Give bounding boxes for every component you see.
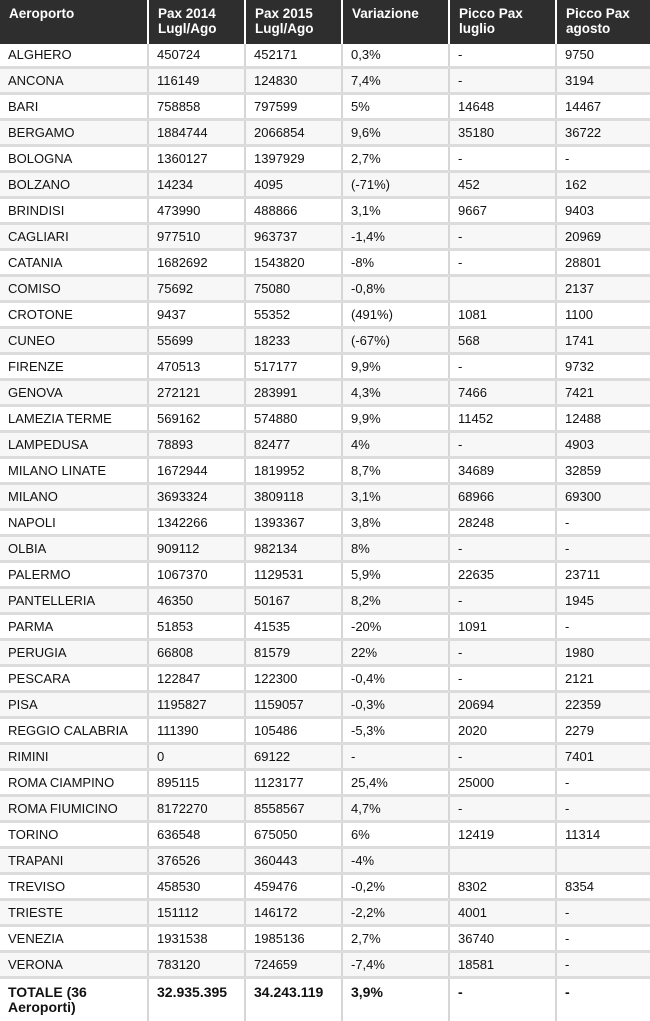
cell-airport: ALGHERO [0, 44, 148, 68]
cell-pax-2014: 458530 [148, 874, 245, 900]
cell-pax-2014: 122847 [148, 666, 245, 692]
cell-peak-august: 8354 [556, 874, 650, 900]
table-row [0, 952, 650, 978]
cell-pax-2014: 758858 [148, 94, 245, 120]
cell-airport: PISA [0, 692, 148, 718]
table-row [0, 822, 650, 848]
cell-airport: CAGLIARI [0, 224, 148, 250]
cell-airport: CROTONE [0, 302, 148, 328]
cell-peak-july [449, 276, 556, 302]
table-row [0, 380, 650, 406]
cell-pax-2015: 1819952 [245, 458, 342, 484]
cell-pax-2015: 1397929 [245, 146, 342, 172]
cell-pax-2014: 376526 [148, 848, 245, 874]
cell-airport: CUNEO [0, 328, 148, 354]
cell-peak-august: 2137 [556, 276, 650, 302]
cell-airport: PERUGIA [0, 640, 148, 666]
cell-airport: BOLOGNA [0, 146, 148, 172]
cell-variation: 6% [342, 822, 449, 848]
cell-pax-2014: 473990 [148, 198, 245, 224]
table-row [0, 848, 650, 874]
cell-pax-2015: 1129531 [245, 562, 342, 588]
cell-airport: ANCONA [0, 68, 148, 94]
cell-variation: (-67%) [342, 328, 449, 354]
header-pax-2014: Pax 2014 Lugl/Ago [148, 0, 245, 44]
cell-peak-july: 34689 [449, 458, 556, 484]
cell-peak-august: 22359 [556, 692, 650, 718]
cell-peak-august: - [556, 536, 650, 562]
cell-pax-2014: 1342266 [148, 510, 245, 536]
table-row [0, 588, 650, 614]
cell-variation: -0,4% [342, 666, 449, 692]
cell-variation: -0,2% [342, 874, 449, 900]
table-row [0, 614, 650, 640]
cell-variation: 4% [342, 432, 449, 458]
cell-peak-july: 36740 [449, 926, 556, 952]
cell-peak-july: - [449, 744, 556, 770]
cell-pax-2015: 488866 [245, 198, 342, 224]
cell-peak-august: 1100 [556, 302, 650, 328]
cell-peak-august: - [556, 952, 650, 978]
cell-pax-2014: 1195827 [148, 692, 245, 718]
cell-airport: GENOVA [0, 380, 148, 406]
cell-pax-2015: 982134 [245, 536, 342, 562]
cell-variation: -0,3% [342, 692, 449, 718]
cell-peak-july: 7466 [449, 380, 556, 406]
cell-peak-july: - [449, 796, 556, 822]
cell-peak-august: 9732 [556, 354, 650, 380]
cell-peak-july: 35180 [449, 120, 556, 146]
total-pax-2014: 32.935.395 [148, 978, 245, 1021]
cell-pax-2015: 517177 [245, 354, 342, 380]
cell-pax-2014: 1931538 [148, 926, 245, 952]
cell-pax-2015: 81579 [245, 640, 342, 666]
cell-pax-2014: 66808 [148, 640, 245, 666]
cell-variation: 9,9% [342, 406, 449, 432]
cell-airport: LAMEZIA TERME [0, 406, 148, 432]
cell-airport: BERGAMO [0, 120, 148, 146]
cell-peak-august: 2121 [556, 666, 650, 692]
cell-variation: 8% [342, 536, 449, 562]
cell-peak-july: 25000 [449, 770, 556, 796]
cell-pax-2014: 1672944 [148, 458, 245, 484]
cell-airport: TRAPANI [0, 848, 148, 874]
cell-peak-july: - [449, 250, 556, 276]
cell-pax-2014: 909112 [148, 536, 245, 562]
cell-peak-july: 1081 [449, 302, 556, 328]
cell-variation: (-71%) [342, 172, 449, 198]
cell-pax-2015: 146172 [245, 900, 342, 926]
cell-peak-july: 2020 [449, 718, 556, 744]
cell-variation: 2,7% [342, 926, 449, 952]
header-row [0, 0, 650, 44]
cell-pax-2015: 3809118 [245, 484, 342, 510]
cell-pax-2015: 75080 [245, 276, 342, 302]
table-row [0, 94, 650, 120]
cell-airport: MILANO LINATE [0, 458, 148, 484]
cell-peak-august: 1945 [556, 588, 650, 614]
cell-peak-august: 1741 [556, 328, 650, 354]
cell-pax-2015: 675050 [245, 822, 342, 848]
cell-peak-july: - [449, 640, 556, 666]
cell-pax-2014: 9437 [148, 302, 245, 328]
total-peak-july: - [449, 978, 556, 1021]
cell-pax-2014: 450724 [148, 44, 245, 68]
cell-pax-2014: 636548 [148, 822, 245, 848]
cell-peak-july: - [449, 354, 556, 380]
cell-pax-2015: 1543820 [245, 250, 342, 276]
cell-variation: - [342, 744, 449, 770]
cell-peak-august: 23711 [556, 562, 650, 588]
table-row [0, 744, 650, 770]
cell-variation: 3,1% [342, 198, 449, 224]
cell-peak-august: 69300 [556, 484, 650, 510]
cell-peak-august: 14467 [556, 94, 650, 120]
cell-airport: FIRENZE [0, 354, 148, 380]
cell-peak-july: - [449, 146, 556, 172]
cell-peak-august: - [556, 770, 650, 796]
cell-peak-august: 1980 [556, 640, 650, 666]
cell-variation: 7,4% [342, 68, 449, 94]
table-row [0, 874, 650, 900]
total-label: TOTALE (36 Aeroporti) [0, 978, 148, 1021]
cell-peak-august: 7401 [556, 744, 650, 770]
cell-pax-2014: 111390 [148, 718, 245, 744]
cell-peak-july: - [449, 536, 556, 562]
total-variation: 3,9% [342, 978, 449, 1021]
cell-variation: 4,7% [342, 796, 449, 822]
cell-airport: PANTELLERIA [0, 588, 148, 614]
cell-pax-2015: 41535 [245, 614, 342, 640]
cell-pax-2015: 963737 [245, 224, 342, 250]
cell-variation: -20% [342, 614, 449, 640]
total-peak-august: - [565, 984, 570, 1000]
table-row [0, 666, 650, 692]
cell-airport: BOLZANO [0, 172, 148, 198]
cell-peak-july: 68966 [449, 484, 556, 510]
cell-peak-july: 14648 [449, 94, 556, 120]
cell-pax-2015: 1123177 [245, 770, 342, 796]
cell-variation: -0,8% [342, 276, 449, 302]
table-row [0, 900, 650, 926]
cell-variation: (491%) [342, 302, 449, 328]
cell-pax-2015: 82477 [245, 432, 342, 458]
cell-variation: -2,2% [342, 900, 449, 926]
cell-airport: RIMINI [0, 744, 148, 770]
cell-peak-july: 11452 [449, 406, 556, 432]
header-peak-august: Picco Pax agosto [556, 0, 650, 44]
cell-airport: TREVISO [0, 874, 148, 900]
cell-airport: PARMA [0, 614, 148, 640]
table-footer [0, 978, 650, 1021]
cell-airport: COMISO [0, 276, 148, 302]
table-row [0, 328, 650, 354]
cell-pax-2015: 797599 [245, 94, 342, 120]
cell-peak-july: - [449, 224, 556, 250]
cell-pax-2015: 459476 [245, 874, 342, 900]
cell-variation: -8% [342, 250, 449, 276]
cell-variation: 9,9% [342, 354, 449, 380]
cell-peak-august: - [556, 510, 650, 536]
cell-peak-august: 11314 [556, 822, 650, 848]
cell-peak-august: 20969 [556, 224, 650, 250]
table-row [0, 250, 650, 276]
cell-pax-2015: 724659 [245, 952, 342, 978]
cell-variation: -7,4% [342, 952, 449, 978]
table-row [0, 302, 650, 328]
table-row [0, 562, 650, 588]
cell-airport: BRINDISI [0, 198, 148, 224]
cell-airport: VERONA [0, 952, 148, 978]
cell-peak-july: - [449, 666, 556, 692]
table-row [0, 406, 650, 432]
table-row [0, 432, 650, 458]
cell-pax-2015: 360443 [245, 848, 342, 874]
cell-peak-july: - [449, 432, 556, 458]
cell-peak-august: 9750 [556, 44, 650, 68]
cell-variation: 0,3% [342, 44, 449, 68]
cell-variation: 2,7% [342, 146, 449, 172]
cell-variation: 5% [342, 94, 449, 120]
cell-peak-july: 12419 [449, 822, 556, 848]
cell-pax-2015: 124830 [245, 68, 342, 94]
header-peak-july: Picco Pax luglio [449, 0, 556, 44]
cell-pax-2014: 78893 [148, 432, 245, 458]
cell-pax-2014: 1360127 [148, 146, 245, 172]
cell-pax-2014: 1884744 [148, 120, 245, 146]
table-row [0, 198, 650, 224]
table-row [0, 146, 650, 172]
cell-airport: PESCARA [0, 666, 148, 692]
table-row [0, 640, 650, 666]
cell-peak-august: 2279 [556, 718, 650, 744]
cell-airport: ROMA FIUMICINO [0, 796, 148, 822]
cell-airport: VENEZIA [0, 926, 148, 952]
cell-pax-2015: 1159057 [245, 692, 342, 718]
cell-airport: TORINO [0, 822, 148, 848]
cell-peak-july: 1091 [449, 614, 556, 640]
table-row [0, 172, 650, 198]
cell-variation: 22% [342, 640, 449, 666]
table-row [0, 770, 650, 796]
cell-pax-2015: 452171 [245, 44, 342, 68]
cell-pax-2014: 151112 [148, 900, 245, 926]
table-row [0, 120, 650, 146]
cell-airport: OLBIA [0, 536, 148, 562]
cell-pax-2014: 272121 [148, 380, 245, 406]
cell-pax-2015: 55352 [245, 302, 342, 328]
table-row [0, 68, 650, 94]
cell-peak-july: 4001 [449, 900, 556, 926]
cell-variation: 5,9% [342, 562, 449, 588]
cell-pax-2015: 105486 [245, 718, 342, 744]
cell-pax-2014: 116149 [148, 68, 245, 94]
cell-peak-july: - [449, 44, 556, 68]
cell-peak-august: 4903 [556, 432, 650, 458]
cell-pax-2014: 75692 [148, 276, 245, 302]
cell-peak-august: 9403 [556, 198, 650, 224]
cell-airport: REGGIO CALABRIA [0, 718, 148, 744]
cell-peak-august: - [556, 614, 650, 640]
cell-peak-july: - [449, 588, 556, 614]
cell-pax-2015: 1393367 [245, 510, 342, 536]
cell-peak-august [556, 848, 650, 874]
table-row [0, 536, 650, 562]
cell-airport: TRIESTE [0, 900, 148, 926]
cell-variation: 8,2% [342, 588, 449, 614]
cell-airport: CATANIA [0, 250, 148, 276]
cell-airport: ROMA CIAMPINO [0, 770, 148, 796]
total-pax-2015: 34.243.119 [245, 978, 342, 1021]
cell-pax-2014: 1067370 [148, 562, 245, 588]
table-row [0, 510, 650, 536]
cell-peak-july: 18581 [449, 952, 556, 978]
cell-peak-august: - [556, 146, 650, 172]
cell-variation: 3,1% [342, 484, 449, 510]
cell-pax-2015: 574880 [245, 406, 342, 432]
header-pax-2015: Pax 2015 Lugl/Ago [245, 0, 342, 44]
cell-pax-2014: 55699 [148, 328, 245, 354]
cell-peak-august: - [556, 926, 650, 952]
header-airport: Aeroporto [0, 0, 148, 44]
cell-pax-2015: 2066854 [245, 120, 342, 146]
table-row [0, 926, 650, 952]
cell-pax-2014: 46350 [148, 588, 245, 614]
cell-pax-2014: 569162 [148, 406, 245, 432]
cell-peak-august: - [556, 796, 650, 822]
cell-airport: NAPOLI [0, 510, 148, 536]
cell-pax-2014: 470513 [148, 354, 245, 380]
cell-peak-july: 568 [449, 328, 556, 354]
table-row [0, 484, 650, 510]
cell-peak-july: 20694 [449, 692, 556, 718]
table-row [0, 276, 650, 302]
cell-pax-2014: 14234 [148, 172, 245, 198]
cell-peak-august: 7421 [556, 380, 650, 406]
cell-variation: 25,4% [342, 770, 449, 796]
cell-pax-2015: 4095 [245, 172, 342, 198]
cell-peak-august: 32859 [556, 458, 650, 484]
cell-pax-2014: 0 [148, 744, 245, 770]
cell-variation: -4% [342, 848, 449, 874]
cell-variation: -1,4% [342, 224, 449, 250]
cell-peak-july: 8302 [449, 874, 556, 900]
cell-pax-2015: 8558567 [245, 796, 342, 822]
cell-peak-july: 22635 [449, 562, 556, 588]
cell-variation: 4,3% [342, 380, 449, 406]
header-variation: Variazione [342, 0, 449, 44]
cell-airport: LAMPEDUSA [0, 432, 148, 458]
cell-peak-august: 162 [556, 172, 650, 198]
cell-peak-august: 36722 [556, 120, 650, 146]
table-row [0, 458, 650, 484]
cell-peak-august: 12488 [556, 406, 650, 432]
table-row [0, 796, 650, 822]
cell-peak-july: 9667 [449, 198, 556, 224]
cell-airport: BARI [0, 94, 148, 120]
table-row [0, 44, 650, 68]
table-body [0, 44, 650, 978]
cell-pax-2014: 1682692 [148, 250, 245, 276]
cell-airport: PALERMO [0, 562, 148, 588]
cell-peak-july: 28248 [449, 510, 556, 536]
cell-pax-2014: 895115 [148, 770, 245, 796]
cell-pax-2015: 122300 [245, 666, 342, 692]
cell-pax-2014: 3693324 [148, 484, 245, 510]
cell-variation: 8,7% [342, 458, 449, 484]
cell-variation: 9,6% [342, 120, 449, 146]
cell-airport: MILANO [0, 484, 148, 510]
table-header [0, 0, 650, 44]
cell-pax-2014: 977510 [148, 224, 245, 250]
table-row [0, 718, 650, 744]
cell-pax-2015: 69122 [245, 744, 342, 770]
cell-variation: 3,8% [342, 510, 449, 536]
cell-pax-2015: 50167 [245, 588, 342, 614]
cell-peak-august: 28801 [556, 250, 650, 276]
cell-variation: -5,3% [342, 718, 449, 744]
cell-peak-july: - [449, 68, 556, 94]
total-row [0, 978, 650, 1021]
cell-pax-2015: 1985136 [245, 926, 342, 952]
cell-peak-august: - [556, 900, 650, 926]
cell-peak-august: 3194 [556, 68, 650, 94]
table-row [0, 354, 650, 380]
cell-peak-july [449, 848, 556, 874]
cell-pax-2014: 51853 [148, 614, 245, 640]
table-row [0, 224, 650, 250]
table-row [0, 692, 650, 718]
cell-pax-2014: 8172270 [148, 796, 245, 822]
cell-pax-2015: 18233 [245, 328, 342, 354]
cell-pax-2015: 283991 [245, 380, 342, 406]
cell-peak-july: 452 [449, 172, 556, 198]
cell-pax-2014: 783120 [148, 952, 245, 978]
